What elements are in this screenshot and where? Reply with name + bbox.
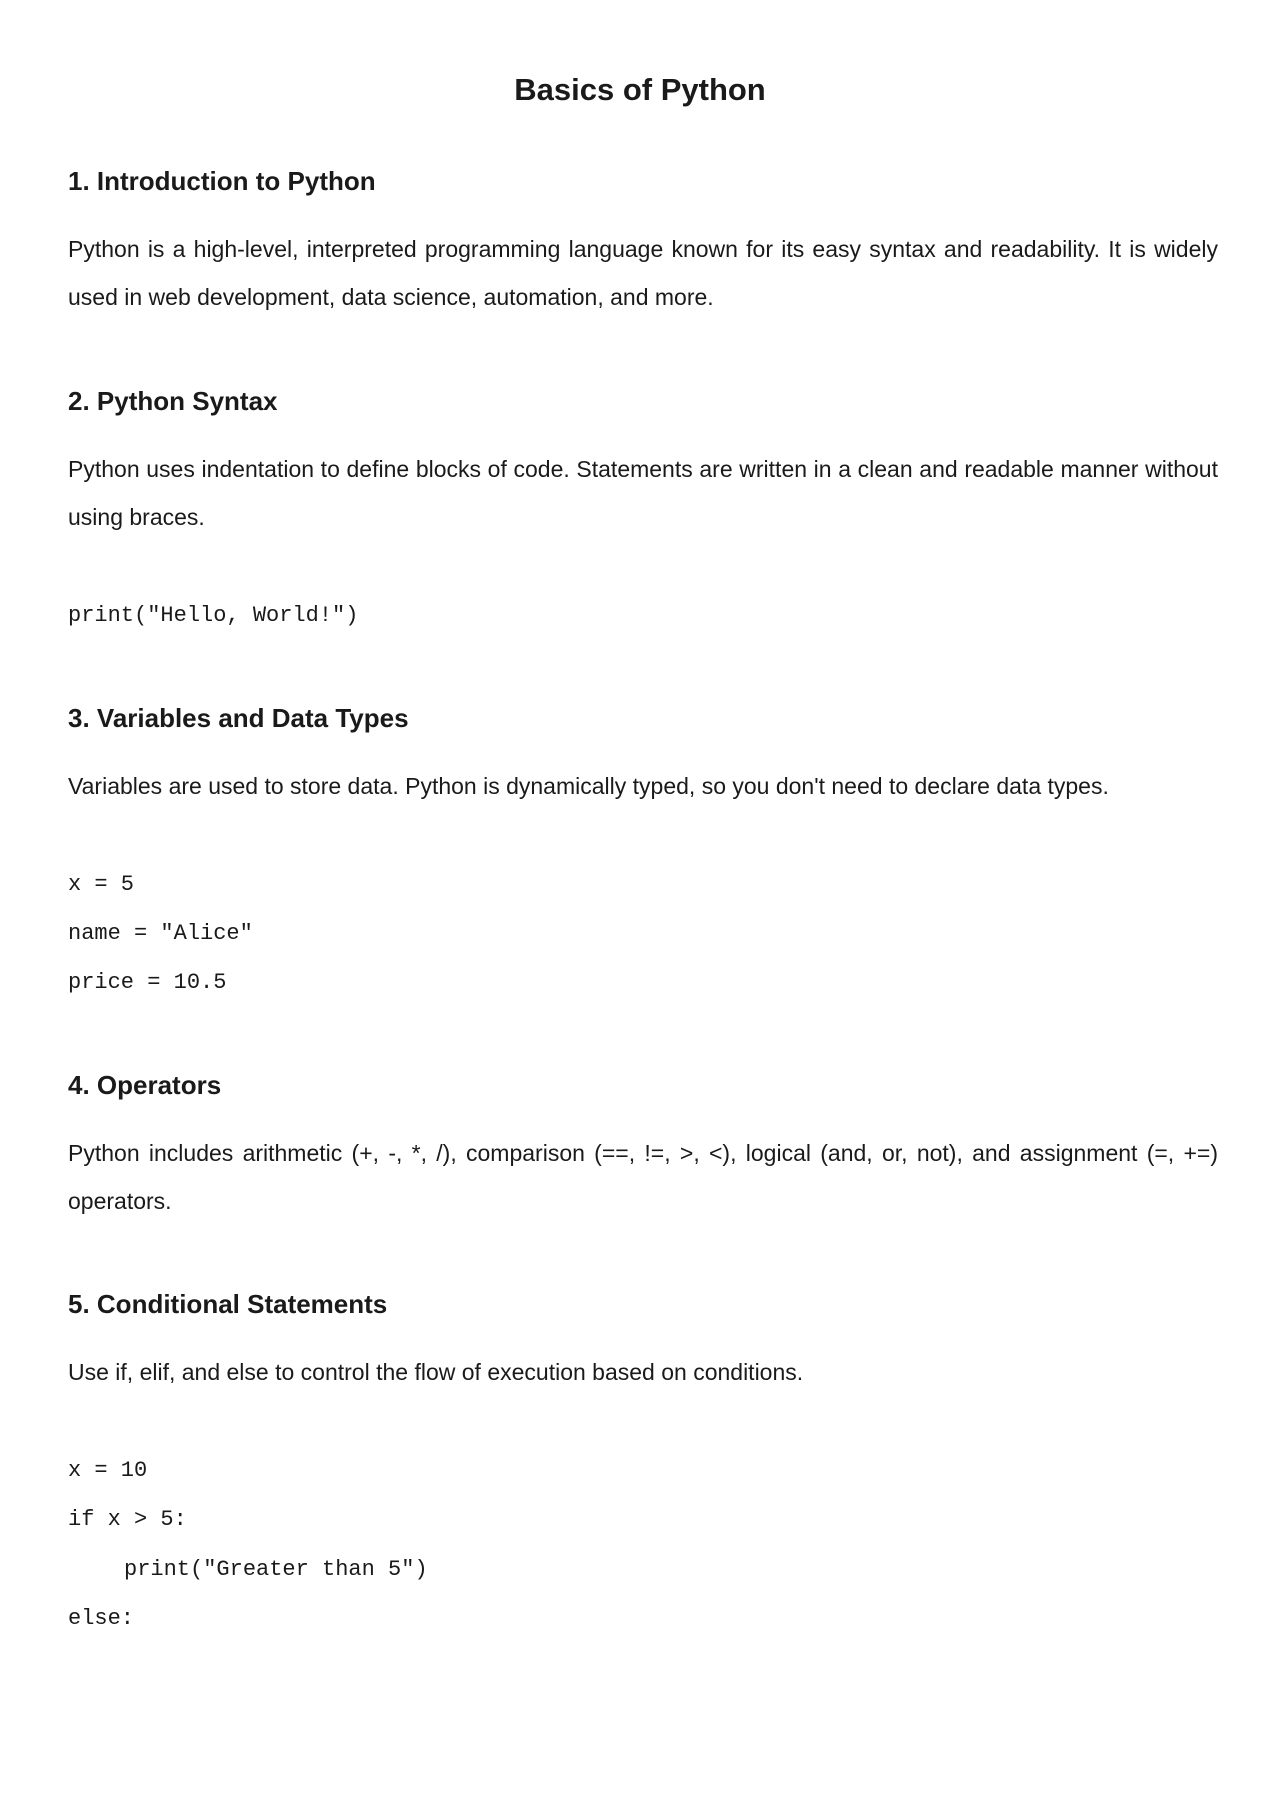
section-paragraph-introduction: Python is a high-level, interpreted programming language known for its easy syntax and readability. It is widely used in web development, data science, automation, and more. bbox=[68, 236, 1218, 310]
section-heading-conditionals: 5. Conditional Statements bbox=[68, 1289, 388, 1319]
section-heading-operators: 4. Operators bbox=[68, 1070, 222, 1100]
section-heading-introduction: 1. Introduction to Python bbox=[68, 166, 376, 196]
section-paragraph-operators: Python includes arithmetic (+, -, *, /), comparison (==, !=, >, <), logical (and, or, not), and assignment (=, +=) operators. bbox=[68, 1140, 1218, 1214]
code-line: price = 10.5 bbox=[68, 970, 227, 995]
code-line: print("Greater than 5") bbox=[124, 1557, 428, 1582]
section-paragraph-syntax: Python uses indentation to define blocks of code. Statements are written in a clean and readable manner without using braces. bbox=[68, 456, 1218, 530]
code-line: name = "Alice" bbox=[68, 921, 253, 946]
section-paragraph-conditionals: Use if, elif, and else to control the flow of execution based on conditions. bbox=[68, 1359, 804, 1385]
code-line: if x > 5: bbox=[68, 1507, 187, 1532]
document-title: Basics of Python bbox=[514, 72, 766, 107]
code-line: x = 10 bbox=[68, 1458, 148, 1483]
code-line: x = 5 bbox=[68, 872, 135, 897]
section-heading-syntax: 2. Python Syntax bbox=[68, 386, 278, 416]
code-line: print("Hello, World!") bbox=[68, 603, 359, 628]
section-paragraph-variables: Variables are used to store data. Python is dynamically typed, so you don't need to declare data types. bbox=[68, 773, 1109, 799]
section-heading-variables: 3. Variables and Data Types bbox=[68, 703, 409, 733]
code-line: else: bbox=[68, 1606, 135, 1631]
